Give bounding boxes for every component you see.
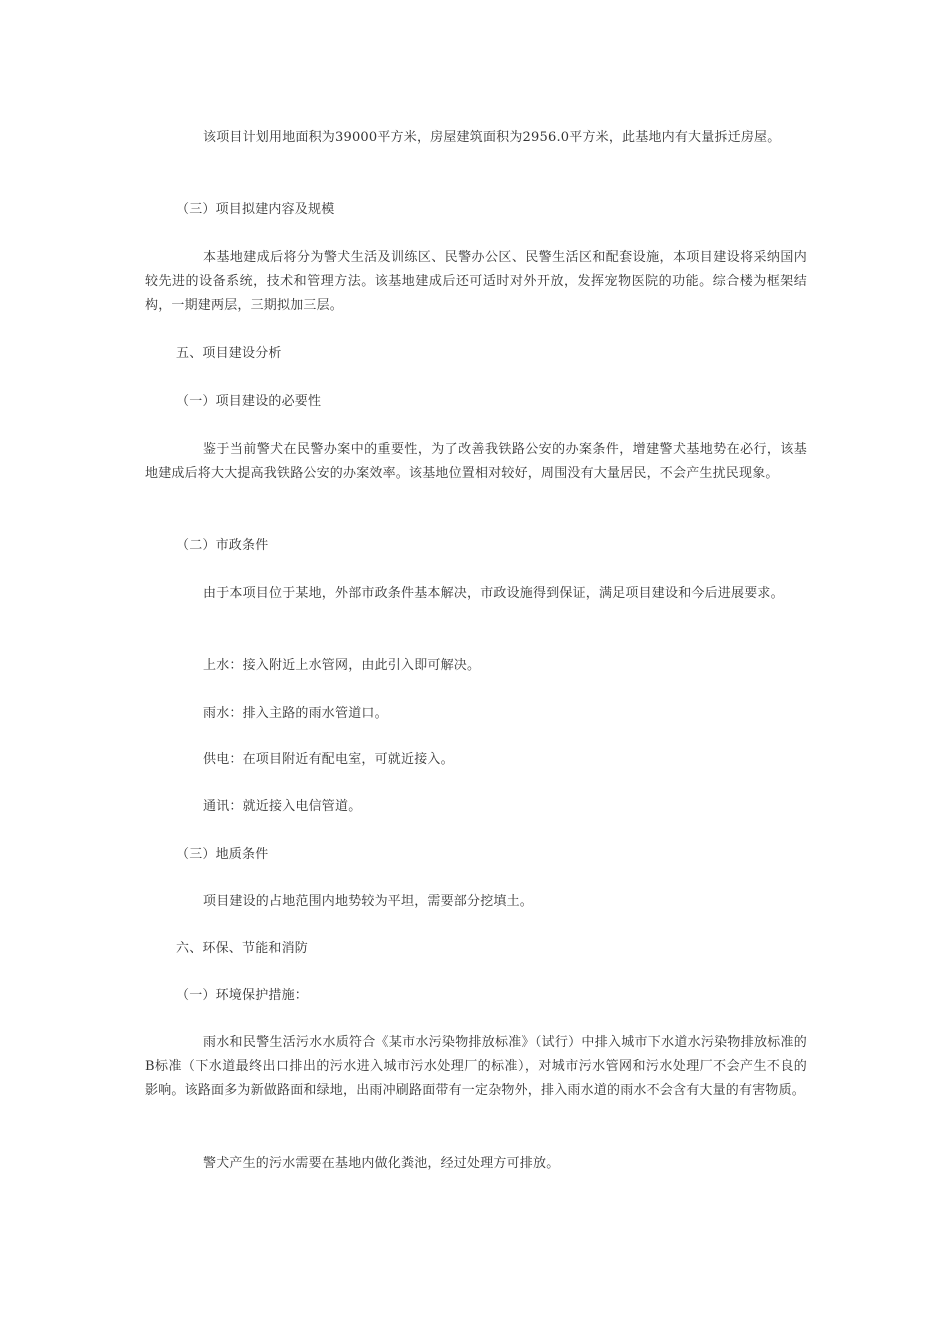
paragraph-necessity: 鉴于当前警犬在民警办案中的重要性，为了改善我铁路公安的办案条件，增建警犬基地势在必行，该基地建成后将大大提高我铁路公安的办案效率。该基地位置相对较好，周围没有大量居民，不会产生扰民现象。	[145, 442, 807, 481]
paragraph-geological-conditions: 项目建设的占地范围内地势较为平坦，需要部分挖填土。	[203, 894, 534, 909]
paragraph-environmental-protection: 雨水和民警生活污水水质符合《某市水污染物排放标准》（试行）中排入城市下水道水污染物排放标准的B标准（下水道最终出口排出的污水进入城市污水处理厂的标准），对城市污水管网和污水处理厂不会产生不良的影响。该路面多为新做路面和绿地，出雨冲刷路面带有一定杂物外，排入雨水道的雨水不会含有大量的有害物质。	[145, 1035, 807, 1098]
paragraph-telecom: 通讯：就近接入电信管道。	[203, 799, 362, 814]
paragraph-power-supply: 供电：在项目附近有配电室，可就近接入。	[203, 752, 454, 767]
paragraph-rainwater: 雨水：排入主路的雨水管道口。	[203, 706, 388, 721]
heading-geological-conditions: （三）地质条件	[176, 847, 269, 862]
heading-section-6: 六、环保、节能和消防	[176, 941, 309, 956]
paragraph-sewage-treatment: 警犬产生的污水需要在基地内做化粪池，经过处理方可排放。	[203, 1156, 560, 1171]
heading-necessity: （一）项目建设的必要性	[176, 394, 322, 409]
paragraph-municipal-conditions: 由于本项目位于某地，外部市政条件基本解决，市政设施得到保证，满足项目建设和今后进展要求。	[203, 586, 784, 601]
paragraph-water-supply: 上水：接入附近上水管网，由此引入即可解决。	[203, 658, 481, 673]
heading-section-5: 五、项目建设分析	[176, 346, 282, 361]
heading-environmental-protection: （一）环境保护措施：	[176, 988, 309, 1003]
heading-construction-content: （三）项目拟建内容及规模	[176, 202, 335, 217]
paragraph-construction-content: 本基地建成后将分为警犬生活及训练区、民警办公区、民警生活区和配套设施，本项目建设将采纳国内较先进的设备系统，技术和管理方法。该基地建成后还可适时对外开放，发挥宠物医院的功能。综合楼为框架结构，一期建两层，三期拟加三层。	[145, 250, 807, 313]
paragraph-land-area: 该项目计划用地面积为39000平方米，房屋建筑面积为2956.0平方米，此基地内有大量拆迁房屋。	[203, 130, 781, 145]
heading-municipal-conditions: （二）市政条件	[176, 538, 269, 553]
